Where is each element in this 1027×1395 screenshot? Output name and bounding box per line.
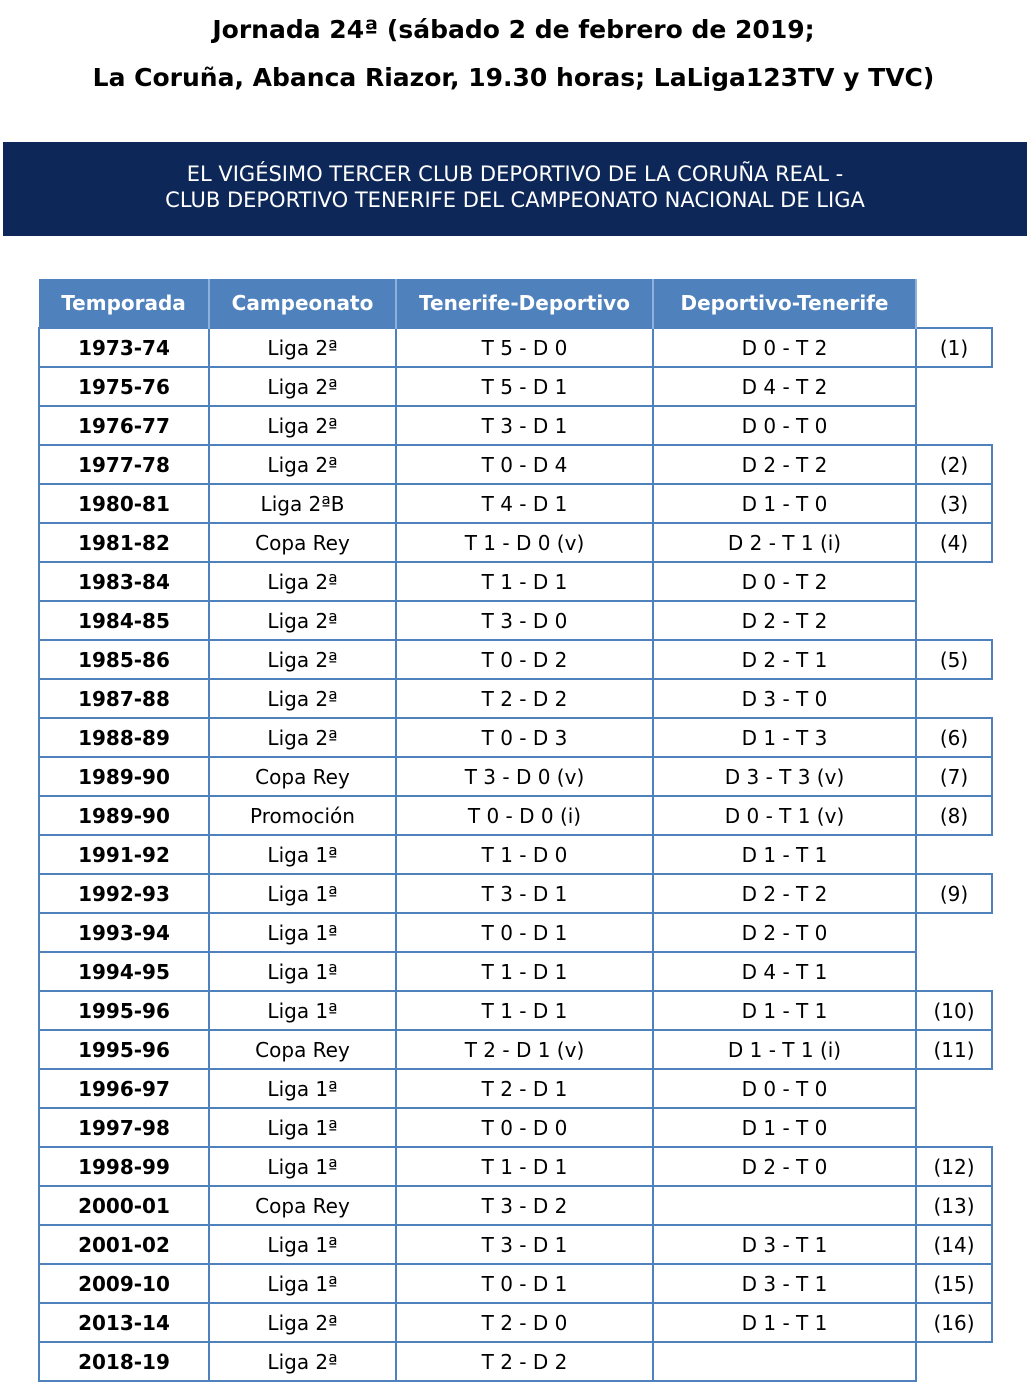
table-row bbox=[39, 757, 992, 796]
table-row bbox=[39, 1225, 992, 1264]
deportivo-tenerife-cell: D 2 - T 0 bbox=[653, 1147, 916, 1186]
competition-cell: Copa Rey bbox=[209, 523, 396, 562]
table-row bbox=[39, 367, 992, 406]
note-cell: (14) bbox=[916, 1225, 992, 1264]
table-row bbox=[39, 835, 992, 874]
competition-cell: Liga 1ª bbox=[209, 991, 396, 1030]
deportivo-tenerife-cell bbox=[653, 1342, 916, 1381]
tenerife-deportivo-cell: T 0 - D 3 bbox=[396, 718, 653, 757]
season-cell: 1996-97 bbox=[39, 1069, 209, 1108]
competition-cell: Liga 2ª bbox=[209, 406, 396, 445]
competition-cell: Liga 2ª bbox=[209, 562, 396, 601]
note-cell: (1) bbox=[916, 328, 992, 367]
table-row bbox=[39, 1186, 992, 1225]
competition-cell: Copa Rey bbox=[209, 1186, 396, 1225]
season-cell: 1998-99 bbox=[39, 1147, 209, 1186]
competition-cell: Liga 1ª bbox=[209, 874, 396, 913]
deportivo-tenerife-cell: D 1 - T 1 bbox=[653, 991, 916, 1030]
deportivo-tenerife-cell: D 1 - T 0 bbox=[653, 1108, 916, 1147]
table-row bbox=[39, 1342, 992, 1381]
season-cell: 1983-84 bbox=[39, 562, 209, 601]
table-row bbox=[39, 640, 992, 679]
note-cell: (6) bbox=[916, 718, 992, 757]
table-row bbox=[39, 913, 992, 952]
competition-cell: Liga 2ª bbox=[209, 445, 396, 484]
tenerife-deportivo-cell: T 1 - D 1 bbox=[396, 1147, 653, 1186]
note-cell: (16) bbox=[916, 1303, 992, 1342]
table-row bbox=[39, 562, 992, 601]
deportivo-tenerife-cell: D 0 - T 2 bbox=[653, 562, 916, 601]
table-row bbox=[39, 1069, 992, 1108]
season-cell: 1984-85 bbox=[39, 601, 209, 640]
season-cell: 2018-19 bbox=[39, 1342, 209, 1381]
banner bbox=[3, 142, 1027, 236]
tenerife-deportivo-cell: T 3 - D 0 bbox=[396, 601, 653, 640]
season-cell: 2009-10 bbox=[39, 1264, 209, 1303]
season-cell: 1989-90 bbox=[39, 757, 209, 796]
season-cell: 2013-14 bbox=[39, 1303, 209, 1342]
table-row bbox=[39, 1108, 992, 1147]
tenerife-deportivo-cell: T 0 - D 0 (i) bbox=[396, 796, 653, 835]
note-cell: (13) bbox=[916, 1186, 992, 1225]
season-cell: 1994-95 bbox=[39, 952, 209, 991]
table-row bbox=[39, 484, 992, 523]
tenerife-deportivo-cell: T 0 - D 4 bbox=[396, 445, 653, 484]
tenerife-deportivo-cell: T 2 - D 0 bbox=[396, 1303, 653, 1342]
note-cell: (3) bbox=[916, 484, 992, 523]
deportivo-tenerife-cell: D 0 - T 0 bbox=[653, 1069, 916, 1108]
tenerife-deportivo-cell: T 3 - D 1 bbox=[396, 874, 653, 913]
tenerife-deportivo-cell: T 1 - D 1 bbox=[396, 991, 653, 1030]
competition-cell: Liga 1ª bbox=[209, 1225, 396, 1264]
deportivo-tenerife-cell: D 1 - T 1 (i) bbox=[653, 1030, 916, 1069]
table-row bbox=[39, 718, 992, 757]
season-cell: 1993-94 bbox=[39, 913, 209, 952]
tenerife-deportivo-cell: T 0 - D 0 bbox=[396, 1108, 653, 1147]
competition-cell: Liga 1ª bbox=[209, 952, 396, 991]
page-title-line-1: Jornada 24ª (sábado 2 de febrero de 2019; bbox=[212, 15, 815, 44]
competition-cell: Liga 2ª bbox=[209, 679, 396, 718]
table-row bbox=[39, 445, 992, 484]
table-row bbox=[39, 679, 992, 718]
banner-line-1: EL VIGÉSIMO TERCER CLUB DEPORTIVO DE LA CORUÑA REAL - bbox=[186, 162, 844, 186]
note-cell bbox=[916, 1342, 992, 1381]
table-body bbox=[39, 328, 992, 1381]
note-cell: (11) bbox=[916, 1030, 992, 1069]
table-header-row bbox=[39, 279, 992, 328]
table-row bbox=[39, 1147, 992, 1186]
table-row bbox=[39, 796, 992, 835]
competition-cell: Copa Rey bbox=[209, 757, 396, 796]
deportivo-tenerife-cell: D 2 - T 2 bbox=[653, 445, 916, 484]
header-temporada: Temporada bbox=[39, 279, 209, 328]
competition-cell: Liga 1ª bbox=[209, 1264, 396, 1303]
tenerife-deportivo-cell: T 2 - D 2 bbox=[396, 679, 653, 718]
deportivo-tenerife-cell: D 2 - T 0 bbox=[653, 913, 916, 952]
season-cell: 1980-81 bbox=[39, 484, 209, 523]
table-row bbox=[39, 523, 992, 562]
banner-line-2: CLUB DEPORTIVO TENERIFE DEL CAMPEONATO NACIONAL DE LIGA bbox=[165, 188, 865, 212]
deportivo-tenerife-cell: D 3 - T 1 bbox=[653, 1264, 916, 1303]
table-row bbox=[39, 406, 992, 445]
note-cell: (12) bbox=[916, 1147, 992, 1186]
competition-cell: Liga 1ª bbox=[209, 1108, 396, 1147]
season-cell: 1989-90 bbox=[39, 796, 209, 835]
season-cell: 2001-02 bbox=[39, 1225, 209, 1264]
season-cell: 1973-74 bbox=[39, 328, 209, 367]
season-cell: 1991-92 bbox=[39, 835, 209, 874]
tenerife-deportivo-cell: T 5 - D 0 bbox=[396, 328, 653, 367]
season-cell: 1975-76 bbox=[39, 367, 209, 406]
table-row bbox=[39, 952, 992, 991]
season-cell: 1995-96 bbox=[39, 991, 209, 1030]
table-row bbox=[39, 1264, 992, 1303]
tenerife-deportivo-cell: T 5 - D 1 bbox=[396, 367, 653, 406]
header-campeonato: Campeonato bbox=[209, 279, 396, 328]
deportivo-tenerife-cell: D 2 - T 1 (i) bbox=[653, 523, 916, 562]
competition-cell: Liga 2ª bbox=[209, 1303, 396, 1342]
competition-cell: Liga 1ª bbox=[209, 1069, 396, 1108]
competition-cell: Liga 1ª bbox=[209, 1147, 396, 1186]
deportivo-tenerife-cell: D 0 - T 2 bbox=[653, 328, 916, 367]
competition-cell: Copa Rey bbox=[209, 1030, 396, 1069]
season-cell: 1981-82 bbox=[39, 523, 209, 562]
note-cell: (9) bbox=[916, 874, 992, 913]
header-deportivo-tenerife: Deportivo-Tenerife bbox=[653, 279, 916, 328]
header-tenerife-deportivo: Tenerife-Deportivo bbox=[396, 279, 653, 328]
deportivo-tenerife-cell bbox=[653, 1186, 916, 1225]
tenerife-deportivo-cell: T 3 - D 2 bbox=[396, 1186, 653, 1225]
note-cell bbox=[916, 1108, 992, 1147]
note-cell bbox=[916, 367, 992, 406]
deportivo-tenerife-cell: D 4 - T 2 bbox=[653, 367, 916, 406]
deportivo-tenerife-cell: D 1 - T 3 bbox=[653, 718, 916, 757]
note-cell bbox=[916, 835, 992, 874]
note-cell bbox=[916, 406, 992, 445]
season-cell: 1992-93 bbox=[39, 874, 209, 913]
tenerife-deportivo-cell: T 3 - D 1 bbox=[396, 406, 653, 445]
deportivo-tenerife-cell: D 4 - T 1 bbox=[653, 952, 916, 991]
deportivo-tenerife-cell: D 3 - T 0 bbox=[653, 679, 916, 718]
tenerife-deportivo-cell: T 2 - D 2 bbox=[396, 1342, 653, 1381]
deportivo-tenerife-cell: D 1 - T 1 bbox=[653, 1303, 916, 1342]
competition-cell: Liga 2ª bbox=[209, 1342, 396, 1381]
table-row bbox=[39, 991, 992, 1030]
note-cell: (15) bbox=[916, 1264, 992, 1303]
tenerife-deportivo-cell: T 0 - D 1 bbox=[396, 1264, 653, 1303]
deportivo-tenerife-cell: D 2 - T 1 bbox=[653, 640, 916, 679]
competition-cell: Promoción bbox=[209, 796, 396, 835]
deportivo-tenerife-cell: D 2 - T 2 bbox=[653, 601, 916, 640]
table-row bbox=[39, 328, 992, 367]
competition-cell: Liga 2ª bbox=[209, 367, 396, 406]
results-table bbox=[38, 279, 993, 1382]
table-row bbox=[39, 874, 992, 913]
season-cell: 1995-96 bbox=[39, 1030, 209, 1069]
table-row bbox=[39, 1030, 992, 1069]
deportivo-tenerife-cell: D 2 - T 2 bbox=[653, 874, 916, 913]
tenerife-deportivo-cell: T 3 - D 1 bbox=[396, 1225, 653, 1264]
deportivo-tenerife-cell: D 0 - T 0 bbox=[653, 406, 916, 445]
competition-cell: Liga 2ª bbox=[209, 640, 396, 679]
note-cell: (10) bbox=[916, 991, 992, 1030]
competition-cell: Liga 2ª bbox=[209, 601, 396, 640]
season-cell: 2000-01 bbox=[39, 1186, 209, 1225]
competition-cell: Liga 1ª bbox=[209, 835, 396, 874]
note-cell: (7) bbox=[916, 757, 992, 796]
deportivo-tenerife-cell: D 1 - T 0 bbox=[653, 484, 916, 523]
tenerife-deportivo-cell: T 3 - D 0 (v) bbox=[396, 757, 653, 796]
season-cell: 1976-77 bbox=[39, 406, 209, 445]
note-cell bbox=[916, 952, 992, 991]
table-row bbox=[39, 1303, 992, 1342]
note-cell bbox=[916, 601, 992, 640]
note-cell: (5) bbox=[916, 640, 992, 679]
note-cell: (8) bbox=[916, 796, 992, 835]
competition-cell: Liga 2ªB bbox=[209, 484, 396, 523]
competition-cell: Liga 2ª bbox=[209, 328, 396, 367]
tenerife-deportivo-cell: T 2 - D 1 (v) bbox=[396, 1030, 653, 1069]
season-cell: 1987-88 bbox=[39, 679, 209, 718]
note-cell: (2) bbox=[916, 445, 992, 484]
season-cell: 1997-98 bbox=[39, 1108, 209, 1147]
tenerife-deportivo-cell: T 0 - D 2 bbox=[396, 640, 653, 679]
note-cell bbox=[916, 1069, 992, 1108]
table-row bbox=[39, 601, 992, 640]
tenerife-deportivo-cell: T 4 - D 1 bbox=[396, 484, 653, 523]
deportivo-tenerife-cell: D 3 - T 1 bbox=[653, 1225, 916, 1264]
tenerife-deportivo-cell: T 1 - D 1 bbox=[396, 562, 653, 601]
tenerife-deportivo-cell: T 2 - D 1 bbox=[396, 1069, 653, 1108]
deportivo-tenerife-cell: D 3 - T 3 (v) bbox=[653, 757, 916, 796]
tenerife-deportivo-cell: T 1 - D 0 bbox=[396, 835, 653, 874]
deportivo-tenerife-cell: D 1 - T 1 bbox=[653, 835, 916, 874]
header-notes-blank bbox=[916, 279, 992, 328]
note-cell bbox=[916, 913, 992, 952]
season-cell: 1985-86 bbox=[39, 640, 209, 679]
note-cell bbox=[916, 679, 992, 718]
page-title-line-2: La Coruña, Abanca Riazor, 19.30 horas; LaLiga123TV y TVC) bbox=[92, 63, 935, 92]
note-cell bbox=[916, 562, 992, 601]
competition-cell: Liga 1ª bbox=[209, 913, 396, 952]
tenerife-deportivo-cell: T 1 - D 1 bbox=[396, 952, 653, 991]
season-cell: 1977-78 bbox=[39, 445, 209, 484]
tenerife-deportivo-cell: T 0 - D 1 bbox=[396, 913, 653, 952]
competition-cell: Liga 2ª bbox=[209, 718, 396, 757]
season-cell: 1988-89 bbox=[39, 718, 209, 757]
deportivo-tenerife-cell: D 0 - T 1 (v) bbox=[653, 796, 916, 835]
note-cell: (4) bbox=[916, 523, 992, 562]
tenerife-deportivo-cell: T 1 - D 0 (v) bbox=[396, 523, 653, 562]
